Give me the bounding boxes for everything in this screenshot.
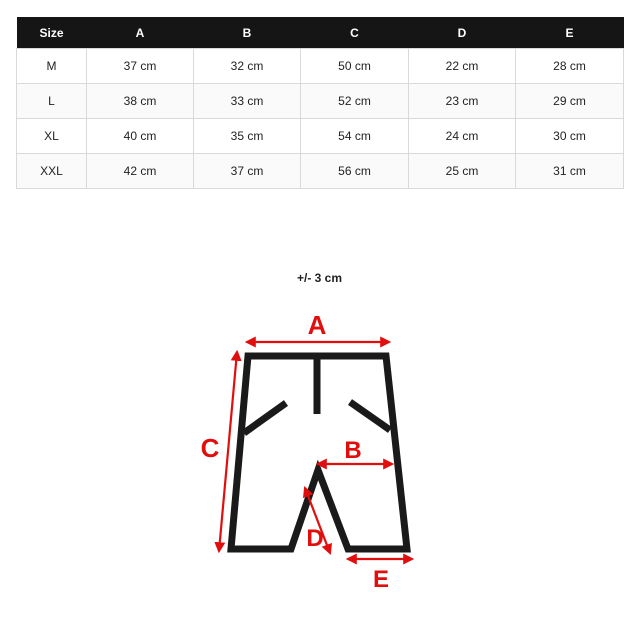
cell-size: XL [17, 119, 87, 154]
table-row [17, 49, 624, 84]
cell-a: 40 cm [87, 119, 194, 154]
cell-e: 30 cm [516, 119, 624, 154]
cell-d: 24 cm [409, 119, 516, 154]
table-header-row [17, 17, 624, 49]
header-d: D [409, 17, 516, 49]
cell-a: 37 cm [87, 49, 194, 84]
right-pocket [350, 402, 390, 430]
label-a: A [307, 310, 327, 340]
cell-b: 37 cm [194, 154, 301, 189]
cell-d: 22 cm [409, 49, 516, 84]
size-chart-table [16, 17, 624, 189]
label-b: B [344, 437, 362, 464]
cell-a: 38 cm [87, 84, 194, 119]
shorts-outline [231, 356, 407, 549]
header-b: B [194, 17, 301, 49]
header-e: E [516, 17, 624, 49]
left-pocket [244, 403, 286, 433]
cell-b: 33 cm [194, 84, 301, 119]
cell-c: 50 cm [301, 49, 409, 84]
cell-size: M [17, 49, 87, 84]
cell-a: 42 cm [87, 154, 194, 189]
cell-c: 56 cm [301, 154, 409, 189]
cell-e: 28 cm [516, 49, 624, 84]
cell-d: 23 cm [409, 84, 516, 119]
cell-e: 31 cm [516, 154, 624, 189]
cell-b: 32 cm [194, 49, 301, 84]
tolerance-note: +/- 3 cm [296, 271, 343, 285]
label-c: C [200, 433, 220, 463]
cell-b: 35 cm [194, 119, 301, 154]
shorts-measurement-diagram [190, 305, 440, 595]
table-row [17, 119, 624, 154]
cell-size: L [17, 84, 87, 119]
cell-c: 54 cm [301, 119, 409, 154]
header-a: A [87, 17, 194, 49]
cell-c: 52 cm [301, 84, 409, 119]
cell-d: 25 cm [409, 154, 516, 189]
header-c: C [301, 17, 409, 49]
label-d: D [306, 525, 324, 552]
table-row [17, 84, 624, 119]
label-e: E [372, 566, 390, 593]
cell-size: XXL [17, 154, 87, 189]
header-size: Size [17, 17, 87, 49]
table-row [17, 154, 624, 189]
cell-e: 29 cm [516, 84, 624, 119]
